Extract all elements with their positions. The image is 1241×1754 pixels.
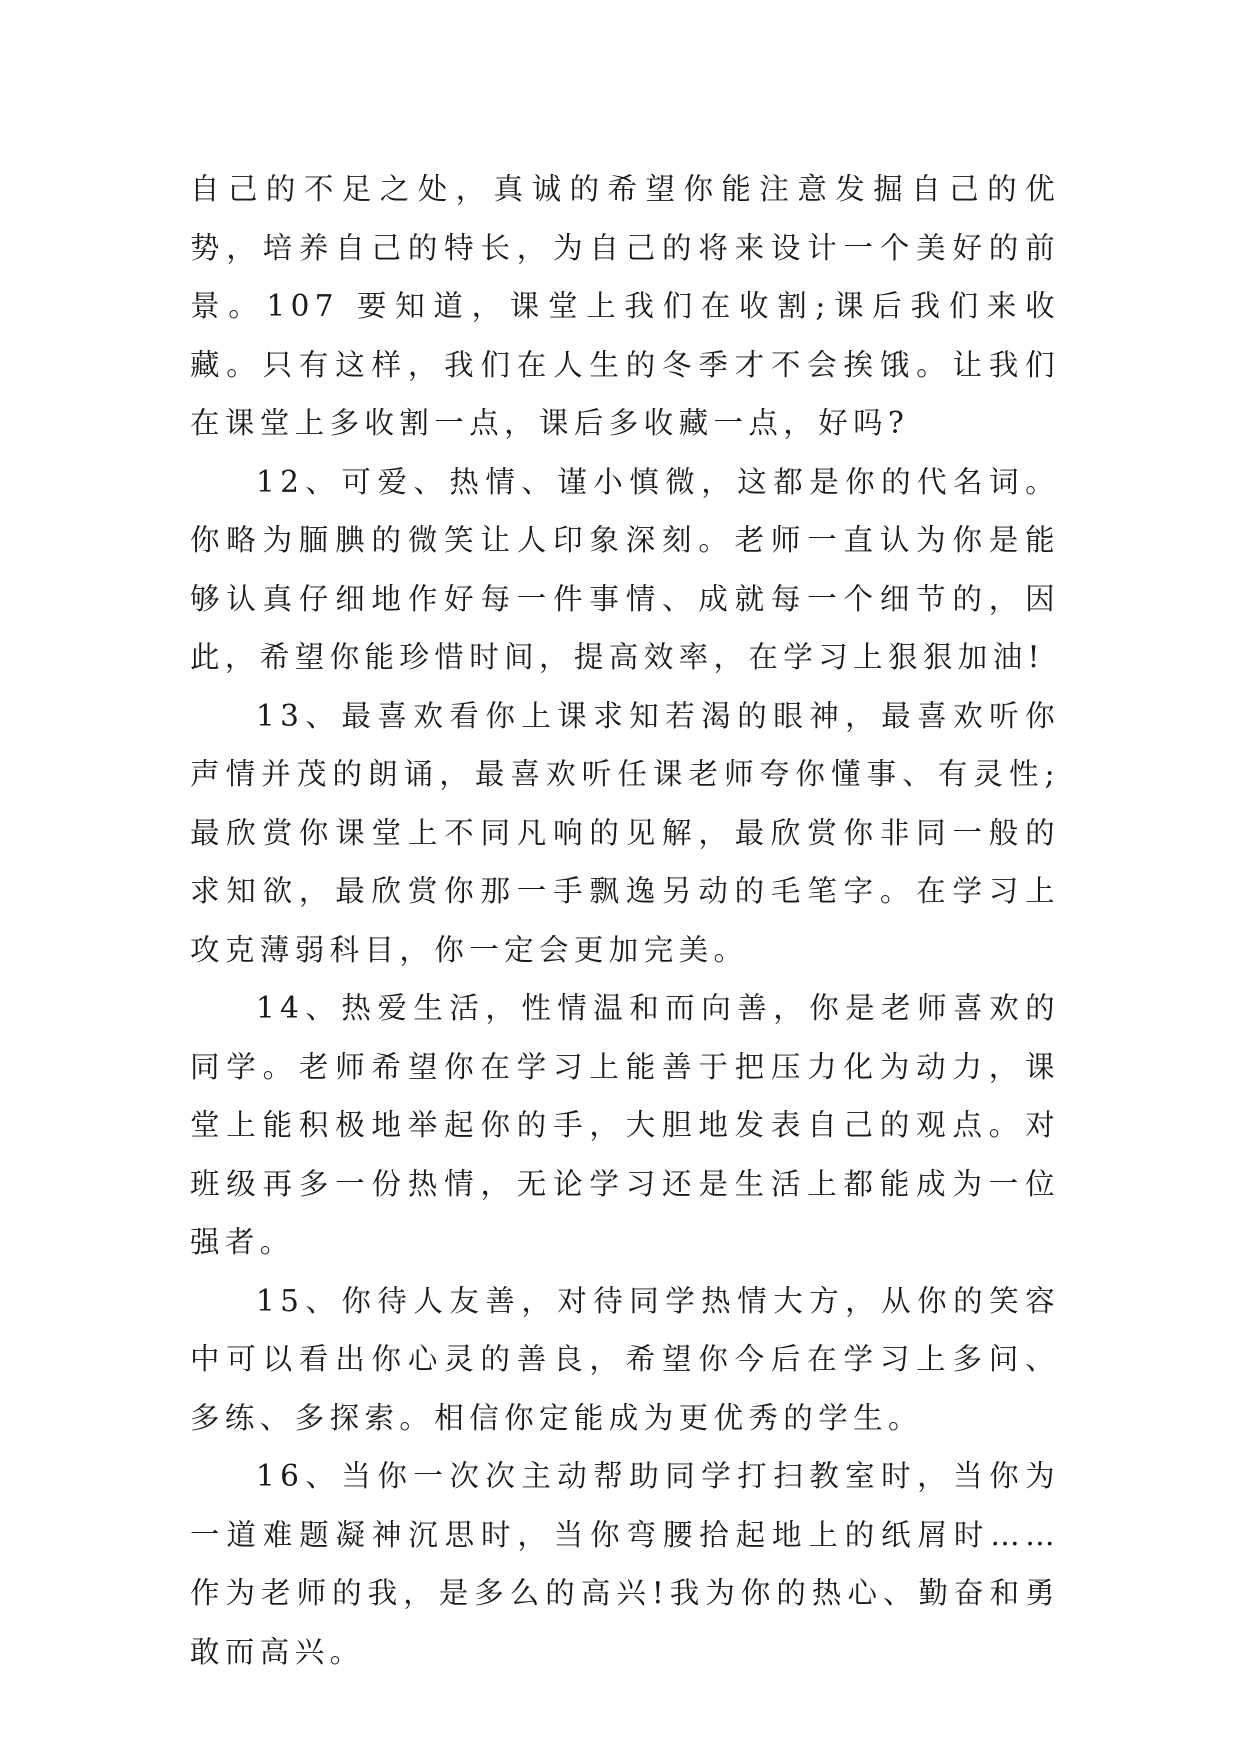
paragraph-16: 16、当你一次次主动帮助同学打扫教室时，当你为一道难题凝神沉思时，当你弯腰拾起地上的纸屑时……作为老师的我，是多么的高兴!我为你的热心、勤奋和勇敢而高兴。 xyxy=(190,1459,1060,1669)
paragraph-13: 13、最喜欢看你上课求知若渴的眼神，最喜欢听你声情并茂的朗诵，最喜欢听任课老师夸你懂事、有灵性;最欣赏你课堂上不同凡响的见解，最欣赏你非同一般的求知欲，最欣赏你那一手飘逸另动的毛笔字。在学习上攻克薄弱科目，你一定会更加完美。 xyxy=(190,698,1060,967)
paragraph-15: 15、你待人友善，对待同学热情大方，从你的笑容中可以看出你心灵的善良，希望你今后在学习上多问、多练、多探索。相信你定能成为更优秀的学生。 xyxy=(190,1283,1060,1435)
paragraph-14: 14、热爱生活，性情温和而向善，你是老师喜欢的同学。老师希望你在学习上能善于把压力化为动力，课堂上能积极地举起你的手，大胆地发表自己的观点。对班级再多一份热情，无论学习还是生活上都能成为一位强者。 xyxy=(190,991,1060,1259)
paragraph-12: 12、可爱、热情、谨小慎微，这都是你的代名词。你略为腼腆的微笑让人印象深刻。老师一直认为你是能够认真仔细地作好每一件事情、成就每一个细节的，因此，希望你能珍惜时间，提高效率，在学习上狠狠加油! xyxy=(190,464,1060,674)
paragraph-intro: 自己的不足之处，真诚的希望你能注意发掘自己的优势，培养自己的特长，为自己的将来设计一个美好的前景。107 要知道，课堂上我们在收割;课后我们来收藏。只有这样，我们在人生的冬季才不会挨饿。让我们在课堂上多收割一点，课后多收藏一点，好吗? xyxy=(190,172,1060,440)
document-body xyxy=(190,160,1060,1681)
